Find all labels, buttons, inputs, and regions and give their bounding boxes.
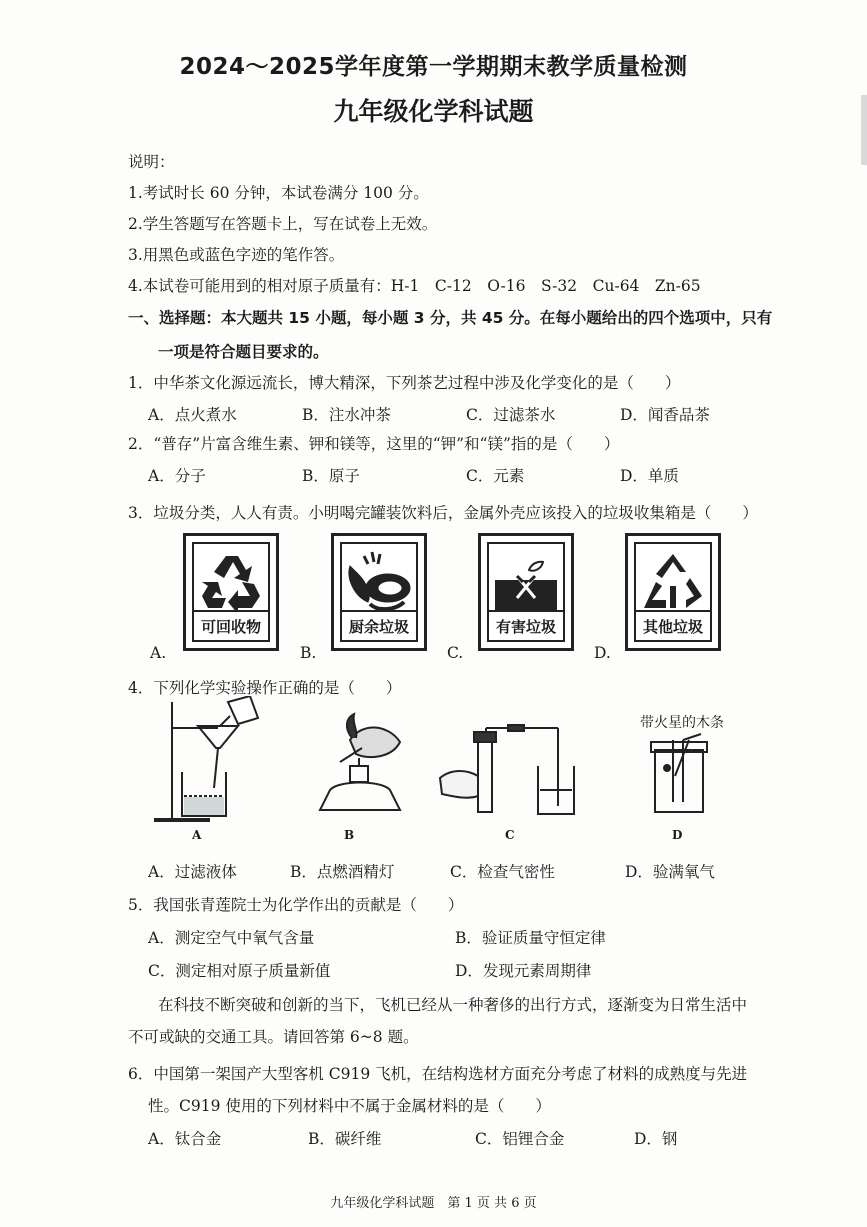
q5-option-d: D．发现元素周期律 <box>455 962 592 980</box>
bin-label: 可回收物 <box>192 610 270 642</box>
question-4-stem: 4．下列化学实验操作正确的是（ ） <box>128 679 402 697</box>
q3-option-c: C. <box>447 644 464 662</box>
bin-label: 有害垃圾 <box>487 610 565 642</box>
q2-option-c: C．元素 <box>466 467 525 485</box>
passage-line: 不可或缺的交通工具。请回答第 6~8 题。 <box>128 1028 419 1046</box>
section-heading: 一、选择题：本大题共 15 小题，每小题 3 分，共 45 分。在每小题给出的四个选项中，只有 <box>128 309 773 327</box>
other-waste-icon <box>642 550 704 612</box>
bin-hazardous <box>478 533 574 651</box>
q3-option-b: B. <box>300 644 317 662</box>
q2-option-d: D．单质 <box>620 467 679 485</box>
bin-food-waste <box>331 533 427 651</box>
instruction-item: 2.学生答题写在答题卡上，写在试卷上无效。 <box>128 215 438 233</box>
figure-b-label: B <box>344 828 355 842</box>
q2-option-a: A．分子 <box>148 467 206 485</box>
hazardous-icon <box>493 550 559 612</box>
q5-option-c: C．测定相对原子质量新值 <box>148 962 331 980</box>
q6-option-c: C．铝锂合金 <box>475 1130 565 1148</box>
figure-d-oxygen-test <box>645 732 715 816</box>
figure-d-label: D <box>672 828 683 842</box>
bin-label: 其他垃圾 <box>634 610 712 642</box>
q6-option-b: B．碳纤维 <box>308 1130 382 1148</box>
figure-c-airtightness <box>438 724 588 824</box>
q3-option-a: A. <box>150 644 167 662</box>
question-6-stem-cont: 性。C919 使用的下列材料中不属于金属材料的是（ ） <box>148 1097 551 1115</box>
q2-option-b: B．原子 <box>302 467 360 485</box>
q5-option-a: A．测定空气中氧气含量 <box>148 929 315 947</box>
passage-line: 在科技不断突破和创新的当下，飞机已经从一种奢侈的出行方式，逐渐变为日常生活中 <box>158 996 748 1014</box>
figure-a-filtration <box>150 696 278 826</box>
instruction-item: 3.用黑色或蓝色字迹的笔作答。 <box>128 246 345 264</box>
exam-subtitle: 九年级化学科试题 <box>333 97 534 126</box>
instruction-item: 4.本试卷可能用到的相对原子质量有：H-1 C-12 O-16 S-32 Cu-64 Zn-65 <box>128 277 701 295</box>
question-2-stem: 2．“普存”片富含维生素、钾和镁等，这里的“钾”和“镁”指的是（ ） <box>128 435 620 453</box>
exam-title: 2024～2025学年度第一学期期末教学质量检测 <box>179 54 688 80</box>
instructions-heading: 说明： <box>128 153 175 171</box>
bin-recyclable <box>183 533 279 651</box>
q4-option-b: B．点燃酒精灯 <box>290 863 395 881</box>
figure-c-label: C <box>505 828 515 842</box>
figure-a-label: A <box>192 828 202 842</box>
question-3-stem: 3．垃圾分类，人人有责。小明喝完罐装饮料后，金属外壳应该投入的垃圾收集箱是（ ） <box>128 504 758 522</box>
food-waste-icon <box>344 548 416 614</box>
figure-d-caption: 带火星的木条 <box>640 715 724 731</box>
q1-option-d: D．闻香品茶 <box>620 406 710 424</box>
q4-option-c: C．检查气密性 <box>450 863 555 881</box>
q6-option-d: D．钢 <box>634 1130 678 1148</box>
page-footer: 九年级化学科试题 第 1 页 共 6 页 <box>330 1196 537 1211</box>
bin-other-waste <box>625 533 721 651</box>
q4-option-a: A．过滤液体 <box>148 863 237 881</box>
question-6-stem: 6．中国第一架国产大型客机 C919 飞机，在结构选材方面充分考虑了材料的成熟度与先进 <box>128 1065 748 1083</box>
q1-option-c: C．过滤茶水 <box>466 406 556 424</box>
figure-b-alcohol-lamp <box>312 702 412 818</box>
q5-option-b: B．验证质量守恒定律 <box>455 929 606 947</box>
question-5-stem: 5．我国张青莲院士为化学作出的贡献是（ ） <box>128 896 464 914</box>
q1-option-b: B．注水冲茶 <box>302 406 391 424</box>
q6-option-a: A．钛合金 <box>148 1130 222 1148</box>
section-heading-cont: 一项是符合题目要求的。 <box>158 343 329 361</box>
q3-option-d: D. <box>594 644 611 662</box>
recycle-icon <box>200 550 264 612</box>
q1-option-a: A．点火煮水 <box>148 406 237 424</box>
question-1-stem: 1．中华茶文化源远流长，博大精深，下列茶艺过程中涉及化学变化的是（ ） <box>128 374 681 392</box>
bin-label: 厨余垃圾 <box>340 610 418 642</box>
instruction-item: 1.考试时长 60 分钟，本试卷满分 100 分。 <box>128 184 429 202</box>
q4-option-d: D．验满氧气 <box>625 863 715 881</box>
